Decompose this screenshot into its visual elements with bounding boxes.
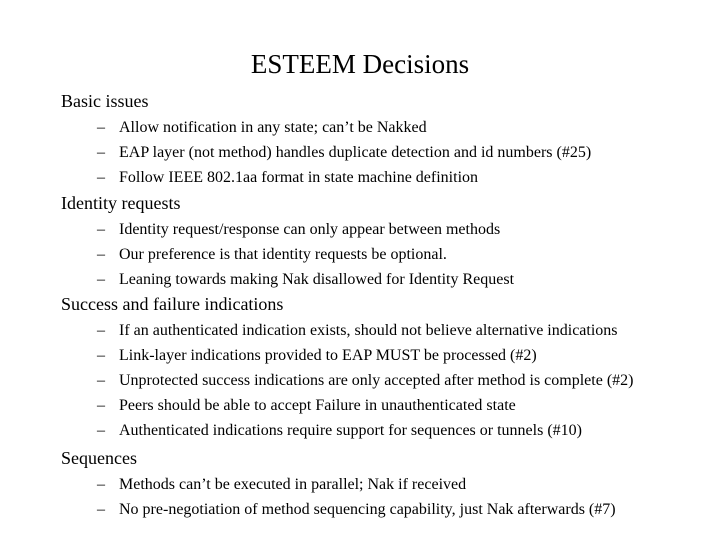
list-item-text: No pre-negotiation of method sequencing capability, just Nak afterwards (#7) bbox=[119, 501, 616, 518]
list-item bbox=[61, 421, 633, 446]
dash-bullet: – bbox=[97, 169, 105, 186]
list-item-text: Link-layer indications provided to EAP MUST be processed (#2) bbox=[119, 347, 537, 364]
list-item bbox=[61, 220, 514, 245]
list-item-text: Methods can’t be executed in parallel; Nak if received bbox=[119, 476, 467, 493]
list-item-text: If an authenticated indication exists, should not believe alternative indications bbox=[119, 322, 618, 339]
list-item bbox=[61, 118, 591, 143]
bullet-list bbox=[61, 321, 633, 446]
dash-bullet: – bbox=[97, 476, 105, 493]
list-item-text: Our preference is that identity requests be optional. bbox=[119, 246, 447, 263]
list-item-text: Leaning towards making Nak disallowed for Identity Request bbox=[119, 271, 515, 288]
list-item bbox=[61, 371, 633, 396]
dash-bullet: – bbox=[97, 372, 105, 389]
list-item bbox=[61, 143, 591, 168]
dash-bullet: – bbox=[97, 322, 105, 339]
dash-bullet: – bbox=[97, 144, 105, 161]
section-heading: Success and failure indications bbox=[61, 294, 284, 314]
list-item-text: Authenticated indications require support for sequences or tunnels (#10) bbox=[119, 422, 582, 439]
bullet-list bbox=[61, 118, 591, 193]
section-heading: Sequences bbox=[61, 448, 137, 468]
dash-bullet: – bbox=[97, 221, 105, 238]
dash-bullet: – bbox=[97, 501, 105, 518]
list-item-text: Identity request/response can only appear between methods bbox=[119, 221, 501, 238]
list-item bbox=[61, 346, 633, 371]
list-item-text: Peers should be able to accept Failure in unauthenticated state bbox=[119, 397, 516, 414]
dash-bullet: – bbox=[97, 119, 105, 136]
section-basic-issues bbox=[61, 90, 591, 193]
bullet-list bbox=[61, 475, 616, 525]
slide-title: ESTEEM Decisions bbox=[250, 49, 470, 79]
dash-bullet: – bbox=[97, 422, 105, 439]
dash-bullet: – bbox=[97, 347, 105, 364]
list-item bbox=[61, 475, 616, 500]
dash-bullet: – bbox=[97, 271, 105, 288]
bullet-list bbox=[61, 220, 514, 295]
list-item-text: Unprotected success indications are only accepted after method is complete (#2) bbox=[119, 372, 634, 389]
section-identity-requests bbox=[61, 192, 514, 295]
dash-bullet: – bbox=[97, 246, 105, 263]
section-heading: Basic issues bbox=[61, 91, 149, 111]
list-item-text: Allow notification in any state; can’t be Nakked bbox=[119, 119, 427, 136]
section-sequences bbox=[61, 447, 616, 525]
section-heading: Identity requests bbox=[61, 193, 181, 213]
list-item bbox=[61, 500, 616, 525]
list-item bbox=[61, 321, 633, 346]
list-item bbox=[61, 245, 514, 270]
list-item-text: EAP layer (not method) handles duplicate detection and id numbers (#25) bbox=[119, 144, 592, 161]
dash-bullet: – bbox=[97, 397, 105, 414]
list-item bbox=[61, 168, 591, 193]
list-item bbox=[61, 396, 633, 421]
list-item-text: Follow IEEE 802.1aa format in state machine definition bbox=[119, 169, 479, 186]
list-item bbox=[61, 270, 514, 295]
section-success-failure bbox=[61, 293, 633, 446]
